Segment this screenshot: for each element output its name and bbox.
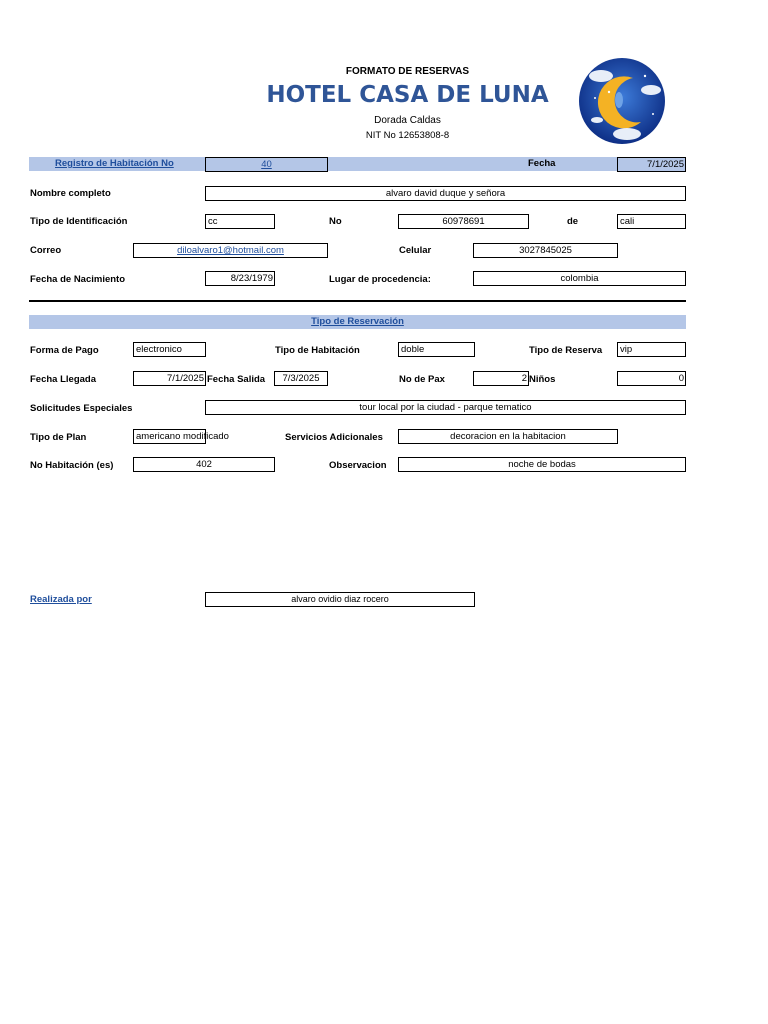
habitacion-label: No Habitación (es) (30, 460, 114, 471)
nombre-label: Nombre completo (30, 188, 111, 199)
nombre-field[interactable]: alvaro david duque y señora (205, 186, 686, 201)
reservacion-title: Tipo de Reservación (311, 316, 404, 327)
tipo-id-field[interactable]: cc (205, 214, 275, 229)
solicitudes-field[interactable]: tour local por la ciudad - parque tematico (205, 400, 686, 415)
observacion-label: Observacion (329, 460, 387, 471)
fecha-label: Fecha (528, 158, 556, 169)
salida-field[interactable]: 7/3/2025 (274, 371, 328, 386)
section-divider (29, 300, 686, 302)
hotel-name: HOTEL CASA DE LUNA (266, 82, 549, 108)
plan-label: Tipo de Plan (30, 432, 87, 443)
ninos-field[interactable]: 0 (617, 371, 686, 386)
solicitudes-label: Solicitudes Especiales (30, 403, 133, 414)
celular-label: Celular (399, 245, 432, 256)
forma-pago-label: Forma de Pago (30, 345, 99, 356)
plan-field[interactable]: americano modificado (133, 429, 206, 444)
correo-label: Correo (30, 245, 62, 256)
no-id-field[interactable]: 60978691 (398, 214, 529, 229)
llegada-field[interactable]: 7/1/2025 (133, 371, 206, 386)
de-field[interactable]: cali (617, 214, 686, 229)
forma-pago-field[interactable]: electronico (133, 342, 206, 357)
llegada-label: Fecha Llegada (30, 374, 96, 385)
pax-field[interactable]: 2 (473, 371, 529, 386)
servicios-field[interactable]: decoracion en la habitacion (398, 429, 618, 444)
realizada-label: Realizada por (30, 594, 92, 605)
procedencia-label: Lugar de procedencia: (329, 274, 431, 285)
moon-logo-icon (575, 56, 669, 146)
correo-field[interactable]: diloalvaro1@hotmail.com (133, 243, 328, 258)
habitacion-field[interactable]: 402 (133, 457, 275, 472)
realizada-field[interactable]: alvaro ovidio diaz rocero (205, 592, 475, 607)
ninos-label: Niños (529, 374, 556, 385)
hotel-nit: NIT No 12653808-8 (365, 130, 450, 141)
registro-label: Registro de Habitación No (55, 158, 174, 169)
form-subtitle: FORMATO DE RESERVAS (345, 66, 470, 77)
nacimiento-field[interactable]: 8/23/1979 (205, 271, 275, 286)
tipo-habitacion-field[interactable]: doble (398, 342, 475, 357)
pax-label: No de Pax (399, 374, 445, 385)
tipo-reserva-label: Tipo de Reserva (529, 345, 603, 356)
de-label: de (567, 216, 579, 227)
tipo-reserva-field[interactable]: vip (617, 342, 686, 357)
registro-number-field[interactable]: 40 (205, 157, 328, 172)
no-id-label: No (329, 216, 342, 227)
salida-label: Fecha Salida (207, 374, 266, 385)
hotel-owner: Dorada Caldas (374, 115, 441, 126)
tipo-id-label: Tipo de Identificación (30, 216, 128, 227)
fecha-field[interactable]: 7/1/2025 (617, 157, 686, 172)
observacion-field[interactable]: noche de bodas (398, 457, 686, 472)
servicios-label: Servicios Adicionales (285, 432, 383, 443)
procedencia-field[interactable]: colombia (473, 271, 686, 286)
tipo-habitacion-label: Tipo de Habitación (275, 345, 360, 356)
nacimiento-label: Fecha de Nacimiento (30, 274, 126, 285)
celular-field[interactable]: 3027845025 (473, 243, 618, 258)
